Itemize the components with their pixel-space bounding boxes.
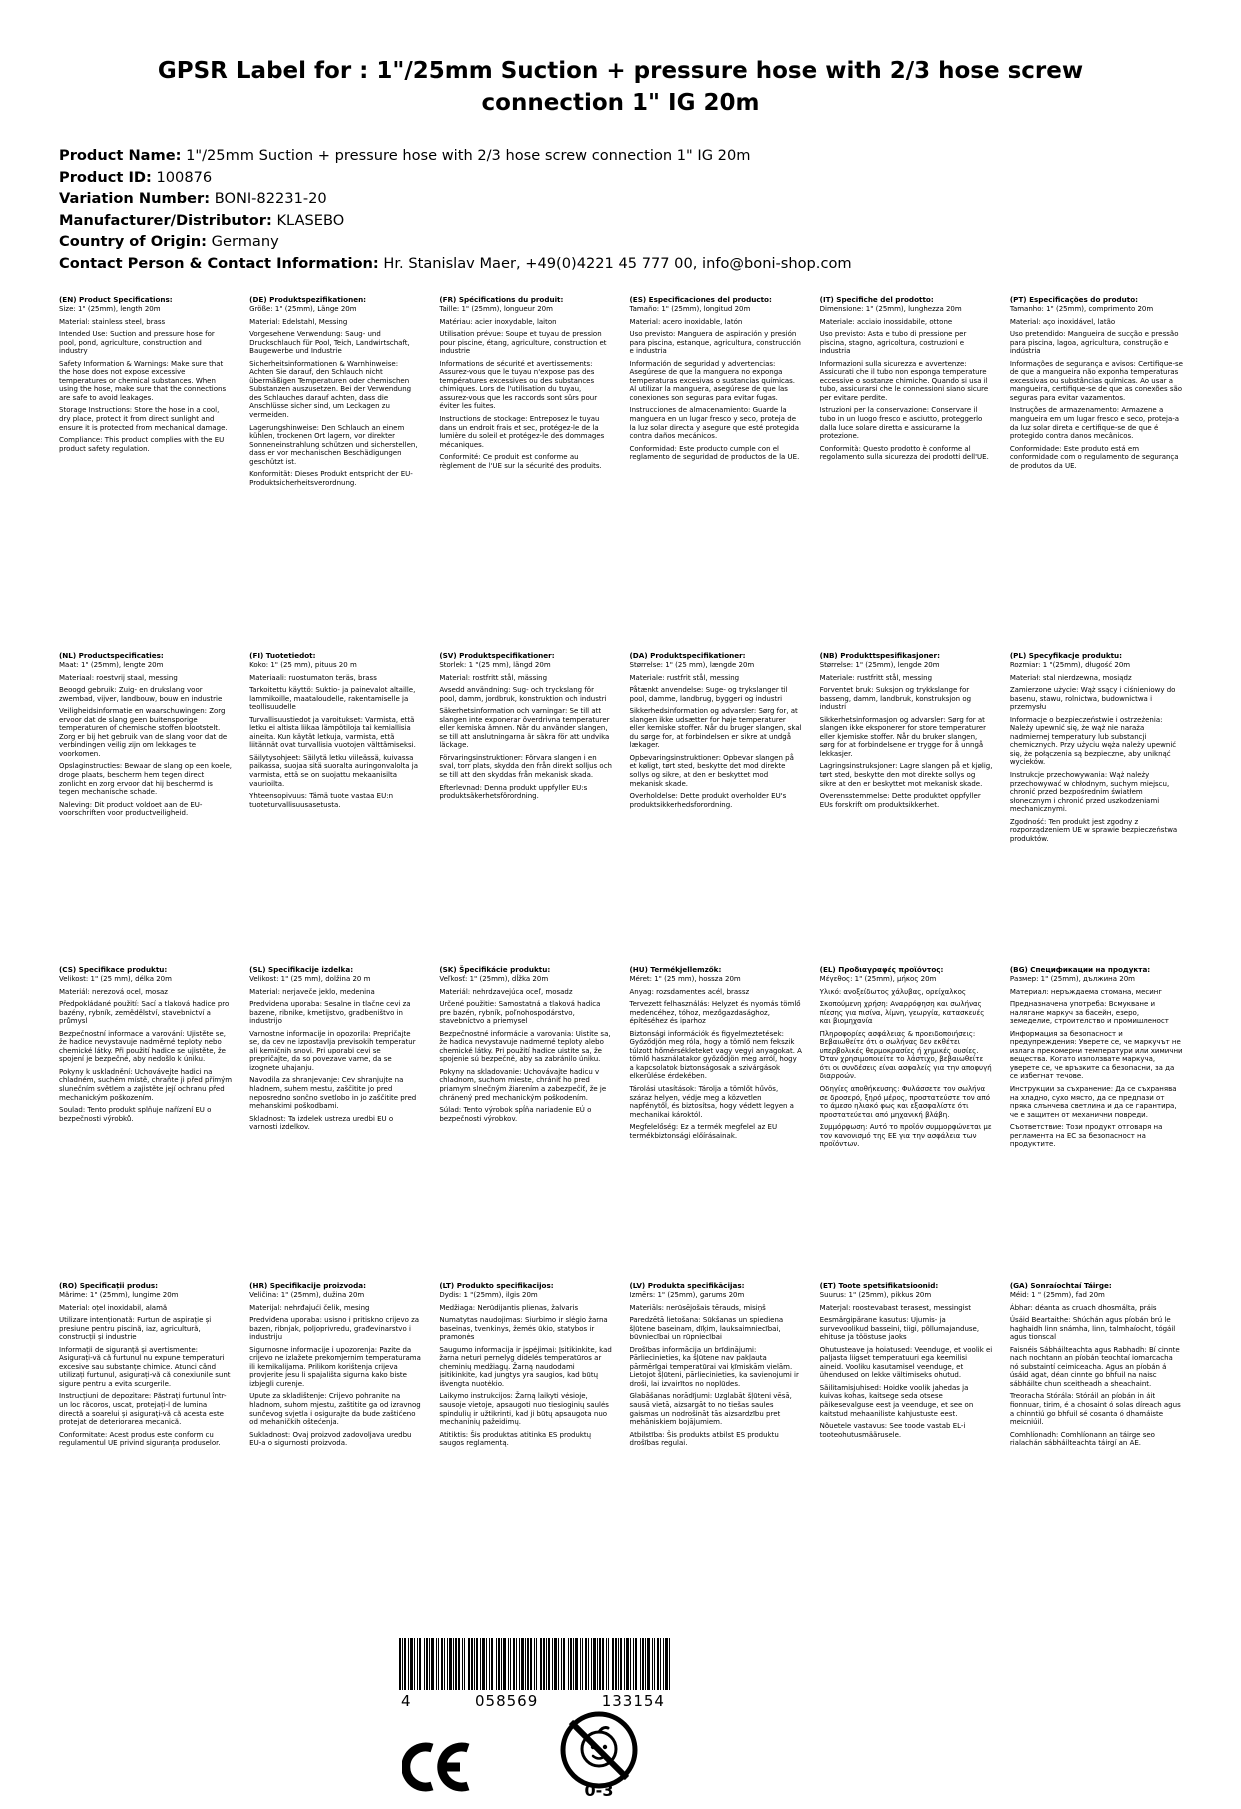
lang-block-cs: (CS) Specifikace produktu: Velikost: 1" (25 mm), délka 20m Materiál: nerezová ocel, mosaz Předpokládané použití: Sací a tlaková hadice pro bazény, rybník, zemědělství, stavebnictví a průmysl Bezpečnostní informace a varování: Ujistěte se, že hadice nevystavuje nadměrné teploty nebo chemické látky. Při použití hadice se ujistěte, že spojení je bezpečné, aby nedošlo k úniku. Pokyny k uskladnění: Uchovávejte hadici na chladném, suchém místě, chraňte ji před přímým slunečním světlem a zajistěte její ochranu před mechanickým poškozením. Soulad: Tento produkt splňuje nařízení EU o bezpečnosti výrobků. [59, 965, 233, 1123]
lang-block-lt: (LT) Produkto specifikacijos: Dydis: 1 "(25mm), ilgis 20m Medžiaga: Nerūdijantis plienas, žalvaris Numatytas naudojimas: Siurbimo ir slėgio žarna baseinas, tvenkinys, žemės ūkio, statybos ir pramonės Saugumo informacija ir įspėjimai: Įsitikinkite, kad žarna neturi pernelyg didelės temperatūros ar cheminių medžiagų. Žarną naudodami įsitikinkite, kad jungtys yra saugios, kad būtų išvengta nuotėkio. Laikymo instrukcijos: Žarną laikyti vėsioje, sausoje vietoje, apsaugoti nuo tiesioginių saulės spindulių ir užtikrinti, kad ji būtų apsaugota nuo mechaninių pažeidimų. Atitiktis: Šis produktas atitinka ES produktų saugos reglamentą. [439, 1281, 612, 1448]
lang-block-heading: (SK) Špecifikácie produktu: [439, 965, 551, 975]
lang-block-sk: (SK) Špecifikácie produktu: Veľkosť: 1" (25mm), dĺžka 20m Materiál: nehrdzavejúca oceľ, mosadz Určené použitie: Samostatná a tlaková hadica pre bazén, rybník, poľnohospodárstvo, stavebníctvo a priemysel Bezpečnostné informácie a varovania: Uistite sa, že hadica nevystavuje nadmerné teploty alebo chemické látky. Pri použití hadice uistite sa, že spojenie sú bezpečné, aby sa zabránilo úniku. Pokyny na skladovanie: Uchovávajte hadicu v chladnom, suchom mieste, chrániť ho pred priamym slnečným žiarením a zabezpečiť, že je chránený pred mechanickým poškodením. Súlad: Tento výrobok spĺňa nariadenie EÚ o bezpečnosti výrobkov. [439, 965, 611, 1123]
lang-block-fr: (FR) Spécifications du produit: Taille: 1" (25mm), longueur 20m Matériau: acier inoxydable, laiton Utilisation prévue: Soupe et tuyau de pression pour piscine, étang, agriculture, construction et industrie Informations de sécurité et avertissements: Assurez-vous que le tuyau n'expose pas des températures excessives ou des substances chimiques. Lors de l'utilisation du tuyau, assurez-vous que les raccords sont sûrs pour éviter les fuites. Instructions de stockage: Entreposez le tuyau dans un endroit frais et sec, protégez-le de la lumière du soleil et protégez-le des dommages mécaniques. Conformité: Ce produit est conforme au règlement de l'UE sur la sécurité des produits. [439, 296, 612, 652]
lang-block-sv: (SV) Produktspecifikationer: Storlek: 1 "(25 mm), längd 20m Material: rostfritt stål, mässing Avsedd användning: Sug- och tryckslang för pool, damm, jordbruk, konstruktion och industri Säkerhetsinformation och varningar: Se till att slangen inte exponerar överdrivna temperaturer eller kemiska ämnen. När du använder slangen, se till att anslutningarna är säkra för att undvika läckage. Förvaringsinstruktioner: Förvara slangen i en sval, torr plats, skydda den från direkt solljus och se till att den skyddas från mekanisk skada. Efterlevnad: Denna produkt uppfyller EU:s produktsäkerhetsförordning. [439, 651, 612, 801]
lang-block-lv: (LV) Produkta specifikācijas: Izmērs: 1" (25mm), garums 20m Materiāls: nerūsējošais tērauds, misiņš Paredzētā lietošana: Sūkšanas un spiediena šļūtene baseinam, dīķim, lauksaimniecībai, būvniecībai un rūpniecībai Drošības informācija un brīdinājumi: Pārliecinieties, ka šļūtene nav pakļauta pārmērīgai temperatūrai vai ķīmiskām vielām. Lietojot šļūteni, pārliecinieties, ka savienojumi ir droši, lai izvairītos no noplūdes. Glabāšanas norādījumi: Uzglabāt šļūteni vēsā, sausā vietā, aizsargāt to no tiešas saules gaismas un nodrošināt tās aizsardzību pret mehāniskiem bojājumiem. Atbilstība: Šis produkts atbilst ES produktu drošības regulai. [630, 1282, 803, 1447]
gpsr-label-page [0, 55, 1241, 1800]
product-info-row: Manufacturer/Distributor: KLASEBO [59, 211, 345, 229]
age-warning-label: 0-3 [584, 1781, 614, 1800]
lang-block-el: (EL) Προδιαγραφές προϊόντος: Μέγεθος: 1" (25mm), μήκος 20m Υλικό: ανοξείδωτος χάλυβας, ορείχαλκος Σκοπούμενη χρήση: Αναρρόφηση και σωλήνας πίεσης για πισίνα, λίμνη, γεωργία, κατασκευές και βιομηχανία Πληροφορίες ασφάλειας & προειδοποιήσεις: Βεβαιωθείτε ότι ο σωλήνας δεν εκθέτει υπερβολικές θερμοκρασίες ή χημικές ουσίες. Όταν χρησιμοποιείτε το λάστιχο, βεβαιωθείτε ότι οι συνδέσεις είναι ασφαλείς για την αποφυγή διαρροών. Οδηγίες αποθήκευσης: Φυλάσσετε τον σωλήνα σε δροσερό, ξηρό μέρος, προστατεύστε τον από το άμεσο ηλιακό φως και εξασφαλίστε ότι προστατεύεται από μηχανική βλάβη. Συμμόρφωση: Αυτό το προϊόν συμμορφώνεται με τον κανονισμό της ΕΕ για την ασφάλεια των προϊόντων. [819, 965, 992, 1149]
barcode-bars-icon [399, 1638, 671, 1690]
lang-block-heading: (CS) Specifikace produktu: [59, 965, 168, 975]
page-title: GPSR Label for : 1"/25mm Suction + pressure hose with 2/3 hose screw connection 1" IG 20m [157, 58, 1084, 117]
lang-block-ga: (GA) Sonraíochtaí Táirge: Méid: 1 " (25mm), fad 20m Ábhar: déanta as cruach dhosmálta, práis Úsáid Beartaithe: Shúchán agus píobán brú le haghaidh linn snámha, linn, talmhaíocht, tógáil agus tionscal Faisnéis Sábháilteachta agus Rabhadh: Bí cinnte nach nochtann an píobán teochtaí iomarcacha nó substaintí ceimiceacha. Agus an píobán á úsáid agat, déan cinnte go bhfuil na naisc sábháilte chun sceitheadh a sheachaint. Treoracha Stórála: Stóráil an píobán in áit fionnuar, tirim, é a chosaint ó solas díreach agus a chinntiú go bhfuil sé cosanta ó dhamáiste meicniúil. Comhlíonadh: Comhlíonann an táirge seo rialachán sábháilteachta táirgí an AE. [1010, 1282, 1183, 1447]
ean-barcode [399, 1638, 671, 1710]
lang-block-nl: (NL) Productspecificaties: Maat: 1" (25mm), lengte 20m Materiaal: roestvrij staal, messing Beoogd gebruik: Zuig- en drukslang voor zwembad, vijver, landbouw, bouw en industrie Veiligheidsinformatie en waarschuwingen: Zorg ervoor dat de slang geen buitensporige temperaturen of chemische stoffen blootstelt. Zorg er bij het gebruik van de slang voor dat de verbindingen veilig zijn om lekkages te voorkomen. Opslaginstructies: Bewaar de slang op een koele, droge plaats, bescherm hem tegen direct zonlicht en zorg ervoor dat hij beschermd is tegen mechanische schade. Naleving: Dit product voldoet aan de EU-voorschriften voor productveiligheid. [59, 651, 233, 818]
barcode-group-2: 133154 [601, 1692, 665, 1710]
barcode-left-digit: 4 [401, 1692, 412, 1710]
lang-block-bg: (BG) Спецификации на продукта: Размер: 1" (25mm), дължина 20m Материал: неръждаема стомана, месинг Предназначена употреба: Всмукване и налягане маркуч за басейн, езеро, земеделие, строителство и промишленост Информация за безопасност и предупреждения: Уверете се, че маркучът не излага прекомерни температури или химични вещества. Когато използвате маркуча, уверете се, че връзките са безопасни, за да се избегнат течове. Инструкции за съхранение: Да се съхранява на хладно, сухо място, да се предпази от пряка слънчева светлина и да се гарантира, че е защитен от механични повреди. Съответствие: Този продукт отговаря на регламента на ЕС за безопасност на продуктите. [1009, 965, 1183, 1149]
lang-block-heading: (EN) Product Specifications: [59, 295, 173, 305]
lang-block-heading: (SL) Specifikacije izdelka: [249, 965, 354, 975]
lang-block-heading: (EL) Προδιαγραφές προϊόντος: [819, 965, 944, 975]
product-info-row: Variation Number: BONI-82231-20 [59, 190, 327, 208]
lang-block-heading: (PL) Specyfikacje produktu: [1009, 651, 1123, 661]
lang-block-heading: (ES) Especificaciones del producto: [629, 295, 772, 305]
barcode-digits [399, 1690, 671, 1710]
lang-block-pl: (PL) Specyfikacje produktu: Rozmiar: 1 "(25mm), długość 20m Materiał: stal nierdzewna, mosiądz Zamierzone użycie: Wąż ssący i ciśnieniowy do basenu, stawu, rolnictwa, budownictwa i przemysłu Informacje o bezpieczeństwie i ostrzeżenia: Należy upewnić się, że wąż nie naraża nadmiernej temperatury lub substancji chemicznych. Przy użyciu węża należy upewnić się, że połączenia są bezpieczne, aby uniknąć wycieków. Instrukcje przechowywania: Wąż należy przechowywać w chłodnym, suchym miejscu, chronić przed bezpośrednim światłem słonecznym i chronić przed uszkodzeniami mechanicznymi. Zgodność: Ten produkt jest zgodny z rozporządzeniem UE w sprawie bezpieczeństwa produktów. [1010, 652, 1183, 966]
lang-block-heading: (ET) Toote spetsifikatsioonid: [819, 1281, 939, 1291]
lang-block-heading: (PT) Especificações do produto: [1009, 295, 1139, 305]
lang-block-en: (EN) Product Specifications: Size: 1" (25mm), length 20m Material: stainless steel, brass Intended Use: Suction and pressure hose for pool, pond, agriculture, construction and industry Safety Information & Warnings: Make sure that the hose does not expose excessive temperatures or chemical substances. When using the hose, make sure that the connections are safe to avoid leakages. Storage Instructions: Store the hose in a cool, dry place, protect it from direct sunlight and ensure it is protected from mechanical damage. Compliance: This product complies with the EU product safety regulation. [59, 296, 232, 652]
lang-block-es: (ES) Especificaciones del producto: Tamaño: 1" (25mm), longitud 20m Material: acero inoxidable, latón Uso previsto: Manguera de aspiración y presión para piscina, estanque, agricultura, construcción e industria Información de seguridad y advertencias: Asegúrese de que la manguera no exponga temperaturas excesivas o sustancias químicas. Al utilizar la manguera, asegúrese de que las conexiones son seguras para evitar fugas. Instrucciones de almacenamiento: Guarde la manguera en un lugar fresco y seco, proteja de la luz solar directa y asegure que esté protegida contra daños mecánicos. Conformidad: Este producto cumple con el reglamento de seguridad de productos de la UE. [629, 295, 801, 462]
lang-block-de: (DE) Produktspezifikationen: Größe: 1" (25mm), Länge 20m Material: Edelstahl, Messing Vorgesehene Verwendung: Saug- und Druckschlauch für Pool, Teich, Landwirtschaft, Baugewerbe und Industrie Sicherheitsinformationen & Warnhinweise: Achten Sie darauf, den Schlauch nicht übermäßigen Temperaturen oder chemischen Substanzen auszusetzen. Bei der Verwendung des Schlauches darauf achten, dass die Anschlüsse sicher sind, um Leckagen zu vermeiden. Lagerungshinweise: Den Schlauch an einem kühlen, trockenen Ort lagern, vor direkter Sonneneinstrahlung schützen und sicherstellen, dass er vor mechanischen Beschädigungen geschützt ist. Konformität: Dieses Produkt entspricht der EU-Produktsicherheitsverordnung. [249, 296, 422, 652]
lang-block-heading: (HR) Specifikacije proizvoda: [249, 1281, 366, 1291]
lang-block-heading: (SV) Produktspecifikationer: [439, 651, 555, 661]
ce-mark-icon [402, 1741, 470, 1797]
age-warning-symbol [553, 1709, 645, 1800]
lang-block-heading: (DA) Produktspecifikationer: [629, 651, 746, 661]
lang-block-heading: (BG) Спецификации на продукта: [1009, 965, 1151, 975]
language-grid [59, 296, 1183, 1447]
lang-block-heading: (HU) Termékjellemzők: [629, 965, 722, 975]
lang-block-heading: (GA) Sonraíochtaí Táirge: [1009, 1281, 1112, 1291]
lang-block-heading: (NL) Productspecificaties: [59, 651, 164, 661]
lang-block-nb: (NB) Produkttspesifikasjoner: Størrelse: 1" (25mm), lengde 20m Materiale: rustfritt stål, messing Forventet bruk: Suksjon og trykkslange for basseng, damm, landbruk, konstruksjon og industri Sikkerhetsinformasjon og advarsler: Sørg for at slangen ikke eksponerer for store temperaturer eller kjemiske stoffer. Når du bruker slangen, sørg for at forbindelsene er trygge for å unngå lekkasjer. Lagringsinstruksjoner: Lagre slangen på et kjølig, tørt sted, beskytte den mot direkte sollys og sikre at den er beskyttet mot mekanisk skade. Overensstemmelse: Dette produktet oppfyller EUs forskrift om produktsikkerhet. [819, 651, 993, 809]
lang-block-da: (DA) Produktspecifikationer: Størrelse: 1" (25 mm), længde 20m Materiale: rustfrit stål, messing Påtænkt anvendelse: Suge- og trykslanger til pool, damme, landbrug, byggeri og industri Sikkerhedsinformation og advarsler: Sørg for, at slangen ikke udsætter for høje temperaturer eller kemiske stoffer. Når du bruger slangen, skal du sørge for, at forbindelsen er sikre at undgå lækager. Opbevaringsinstruktioner: Opbevar slangen på et køligt, tørt sted, beskytte det mod direkte sollys og sikre, at den er beskyttet mod mekanisk skade. Overholdelse: Dette produkt overholder EU's produktsikkerhedsforordning. [629, 651, 802, 809]
product-info-row: Contact Person & Contact Information: Hr. Stanislav Maer, +49(0)4221 45 777 00, info@boni-shop.com [59, 254, 852, 272]
lang-block-heading: (LT) Produkto specifikacijos: [439, 1281, 554, 1291]
lang-block-ro: (RO) Specificații produs: Mărime: 1" (25mm), lungime 20m Material: oțel inoxidabil, alamă Utilizare intenționată: Furtun de aspirație și presiune pentru piscină, iaz, agricultură, construcții și industrie Informații de siguranță și avertismente: Asigurați-vă că furtunul nu expune temperaturi excesive sau substanțe chimice. Atunci când utilizați furtunul, asigurați-vă că conexiunile sunt sigure pentru a evita scurgerile. Instrucțiuni de depozitare: Păstrați furtunul într-un loc răcoros, uscat, protejați-l de lumina directă a soarelui și asigurați-vă că acesta este protejat de deteriorarea mecanică. Conformitate: Acest produs este conform cu regulamentul UE privind siguranța produselor. [59, 1281, 231, 1448]
lang-block-et: (ET) Toote spetsifikatsioonid: Suurus: 1" (25mm), pikkus 20m Materjal: roostevabast terasest, messingist Eesmärgipärane kasutus: Ujumis- ja survevoolikud basseini, tiigi, põllumajanduse, ehituse ja tööstuse jaoks Ohutusteave ja hoiatused: Veenduge, et voolik ei paljasta liigset temperatuuri ega keemilisi aineid. Vooliku kasutamisel veenduge, et ühendused on lekke vältimiseks ohutud. Säilitamisjuhised: Hoidke voolik jahedas ja kuivas kohas, kaitsege seda otsese päikesevalguse eest ja veenduge, et see on kaitstud mehaaniliste kahjustuste eest. Nõuetele vastavus: See toode vastab EL-i tooteohutusmäärusele. [819, 1281, 993, 1439]
lang-block-it: (IT) Specifiche del prodotto: Dimensione: 1" (25mm), lunghezza 20m Materiale: acciaio inossidabile, ottone Uso previsto: Asta e tubo di pressione per piscina, stagno, agricoltura, costruzioni e industria Informazioni sulla sicurezza e avvertenze: Assicurati che il tubo non esponga temperature eccessive o sostanze chimiche. Quando si usa il tubo, assicurarsi che le connessioni siano sicure per evitare perdite. Istruzioni per la conservazione: Conservare il tubo in un luogo fresco e asciutto, proteggerlo dalla luce solare diretta e assicurarne la protezione. Conformità: Questo prodotto è conforme al regolamento sulla sicurezza dei prodotti dell'UE. [820, 296, 993, 652]
product-info-row: Country of Origin: Germany [59, 233, 279, 251]
lang-block-hr: (HR) Specifikacije proizvoda: Veličina: 1" (25mm), dužina 20m Materijal: nehrđajući čelik, mesing Predviđena uporaba: usisno i pritiskno crijevo za bazen, ribnjak, poljoprivredu, građevinarstvo i industriju Sigurnosne informacije i upozorenja: Pazite da crijevo ne izlažete prekomjernim temperaturama ili kemikalijama. Prilikom korištenja crijeva provjerite jesu li spajališta sigurna kako biste izbjegli curenje. Upute za skladištenje: Crijevo pohranite na hladnom, suhom mjestu, zaštitite ga od izravnog sunčevog svjetla i osigurajte da bude zaštićeno od mehaničkih oštećenja. Sukladnost: Ovaj proizvod zadovoljava uredbu EU-a o sigurnosti proizvoda. [249, 1281, 421, 1448]
lang-block-heading: (FR) Spécifications du produit: [439, 295, 564, 305]
product-info [59, 145, 1241, 274]
lang-block-sl: (SL) Specifikacije izdelka: Velikost: 1" (25 mm), dolžina 20 m Material: nerjaveče jeklo, medenina Predvidena uporaba: Sesalne in tlačne cevi za bazene, ribnike, kmetijstvo, gradbeništvo in industrijo Varnostne informacije in opozorila: Prepričajte se, da cev ne izpostavlja previsokih temperatur ali kemičnih snovi. Pri uporabi cevi se prepričajte, da so povezave varne, da se izognete uhajanju. Navodila za shranjevanje: Cev shranjujte na hladnem, suhem mestu, zaščitite jo pred neposredno sončno svetlobo in jo zaščitite pred mehanskimi poškodbami. Skladnost: Ta izdelek ustreza uredbi EU o varnosti izdelkov. [249, 966, 422, 1282]
age-0-3-icon [558, 1709, 640, 1791]
product-info-row: Product ID: 100876 [59, 168, 213, 186]
lang-block-hu: (HU) Termékjellemzők: Méret: 1" (25 mm), hossza 20m Anyag: rozsdamentes acél, brassz Tervezett felhasználás: Helyzet és nyomás tömlő medencéhez, tóhoz, mezőgazdasághoz, építéséhez és iparhoz Biztonsági információk és figyelmeztetések: Győződjön meg róla, hogy a tömlő nem fekszik túlzott hőmérsékleteket vagy vegyi anyagokat. A tömlő használatakor győződjön meg arról, hogy a kapcsolatok biztonságosak a szivárgások elkerülése érdekében. Tárolási utasítások: Tárolja a tömlőt hűvös, száraz helyen, védje meg a közvetlen napfénytől, és biztosítsa, hogy védett legyen a mechanikai károktól. Megfelelőség: Ez a termék megfelel az EU termékbiztonsági előírásainak. [629, 965, 802, 1140]
barcode-group-1: 058569 [475, 1692, 539, 1710]
lang-block-heading: (DE) Produktspezifikationen: [249, 295, 367, 305]
lang-block-heading: (IT) Specifiche del prodotto: [819, 295, 934, 305]
lang-block-heading: (FI) Tuotetiedot: [249, 651, 316, 661]
lang-block-heading: (NB) Produkttspesifikasjoner: [819, 651, 940, 661]
lang-block-heading: (LV) Produkta specifikācijas: [629, 1281, 745, 1291]
lang-block-heading: (RO) Specificații produs: [59, 1281, 158, 1291]
lang-block-pt: (PT) Especificações do produto: Tamanho: 1" (25mm), comprimento 20m Material: aço inoxidável, latão Uso pretendido: Mangueira de sucção e pressão para piscina, lagoa, agricultura, construção e indústria Informações de segurança e avisos: Certifique-se de que a mangueira não exponha temperaturas excessivas ou substâncias químicas. Ao usar a mangueira, certifique-se de que as conexões são seguras para evitar vazamentos. Instruções de armazenamento: Armazene a mangueira em um lugar fresco e seco, proteja-a da luz solar direta e certifique-se de que é protegido contra danos mecânicos. Conformidade: Este produto está em conformidade com o regulamento de segurança de produtos da UE. [1009, 295, 1183, 470]
product-info-row: Product Name: 1"/25mm Suction + pressure hose with 2/3 hose screw connection 1" IG 20m [59, 147, 751, 165]
lang-block-fi: (FI) Tuotetiedot: Koko: 1" (25 mm), pituus 20 m Materiaali: ruostumaton teräs, brass Tarkoitettu käyttö: Suktio- ja painevalot altaille, lammikoille, maataloudelle, rakentamiselle ja teollisuudelle Turvallisuustiedot ja varoitukset: Varmista, että letku ei altista liikaa lämpötiloja tai kemiallisia aineita. Kun käytät letkuja, varmista, että liitännät ovat turvallisia vuotojen välttämiseksi. Säilytysohjeet: Säilytä letku viileässä, kuivassa paikassa, suojaa sitä suoralta auringonvalolta ja varmista, että se on suojattu mekaanisilta vaurioilta. Yhteensopivuus: Tämä tuote vastaa EU:n tuoteturvallisuusasetusta. [249, 652, 422, 966]
